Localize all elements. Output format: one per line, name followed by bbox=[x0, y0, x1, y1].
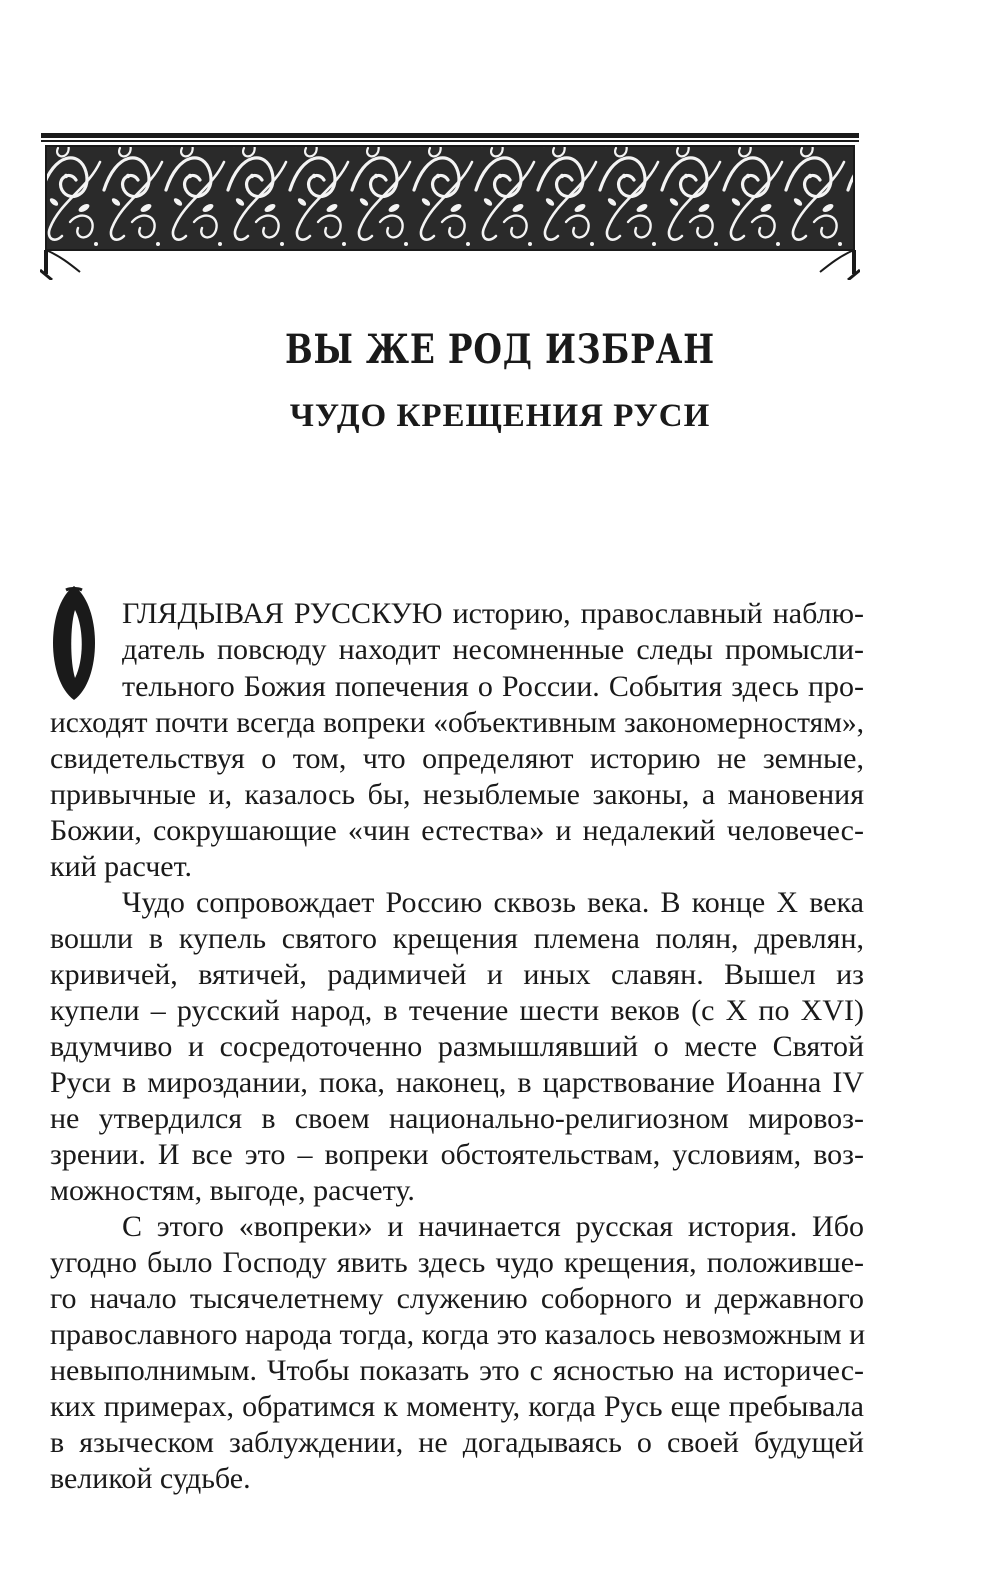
text-line: вдумчиво и сосредоточенно размышлявший о месте Святой bbox=[50, 1030, 864, 1063]
text-line: го начало тысячелетнему служению соборного и державного bbox=[50, 1282, 864, 1315]
text-line: тельного Божия попечения о России. События здесь про- bbox=[122, 670, 864, 703]
text-line: датель повсюду находит несомненные следы промысли- bbox=[122, 633, 864, 666]
chapter-title: ВЫ ЖЕ РОД ИЗБРАН bbox=[284, 326, 715, 373]
drop-cap-letter bbox=[44, 584, 104, 702]
text-line: угодно было Господу явить здесь чудо крещения, положивше- bbox=[50, 1246, 864, 1279]
text-line: невыполнимым. Чтобы показать это с ясностью на историчес- bbox=[50, 1354, 864, 1387]
text-line: С этого «вопреки» и начинается русская история. Ибо bbox=[122, 1210, 864, 1243]
text-line: зрении. И все это – вопреки обстоятельствам, условиям, воз- bbox=[50, 1138, 864, 1171]
text-line: можностям, выгоде, расчету. bbox=[50, 1174, 415, 1207]
text-line: кий расчет. bbox=[50, 850, 192, 883]
text-line: православного народа тогда, когда это казалось невозможным и bbox=[50, 1318, 866, 1351]
text-line: не утвердился в своем национально-религиозном мировоз- bbox=[50, 1102, 864, 1135]
text-line: в языческом заблуждении, не догадываясь о своей будущей bbox=[50, 1426, 864, 1459]
text-line: кривичей, вятичей, радимичей и иных славян. Вышел из bbox=[50, 958, 864, 991]
text-line: привычные и, казалось бы, незыблемые законы, а мановения bbox=[50, 778, 864, 811]
text-line: великой судьбе. bbox=[50, 1462, 251, 1495]
chapter-subtitle: ЧУДО КРЕЩЕНИЯ РУСИ bbox=[289, 398, 711, 434]
text-line: купели – русский народ, в течение шести веков (с X по XVI) bbox=[50, 994, 864, 1027]
text-line: исходят почти всегда вопреки «объективным закономерностям», bbox=[50, 707, 864, 739]
text-line: вошли в купель святого крещения племена полян, древлян, bbox=[50, 922, 864, 955]
text-line: ких примерах, обратимся к моменту, когда Русь еще пребывала bbox=[50, 1390, 864, 1423]
text-line: Божии, сокрушающие «чин естества» и недалекий человечес- bbox=[50, 814, 864, 847]
text-line: Руси в мироздании, пока, наконец, в царствование Иоанна IV bbox=[50, 1066, 864, 1099]
text-line: свидетельствуя о том, что определяют историю не земные, bbox=[50, 742, 864, 775]
text-line: Чудо сопровождает Россию сквозь века. В конце X века bbox=[122, 886, 864, 919]
floral-headpiece-ornament bbox=[40, 132, 860, 280]
text-line: ГЛЯДЫВАЯ РУССКУЮ историю, православный наблю- bbox=[122, 597, 864, 630]
